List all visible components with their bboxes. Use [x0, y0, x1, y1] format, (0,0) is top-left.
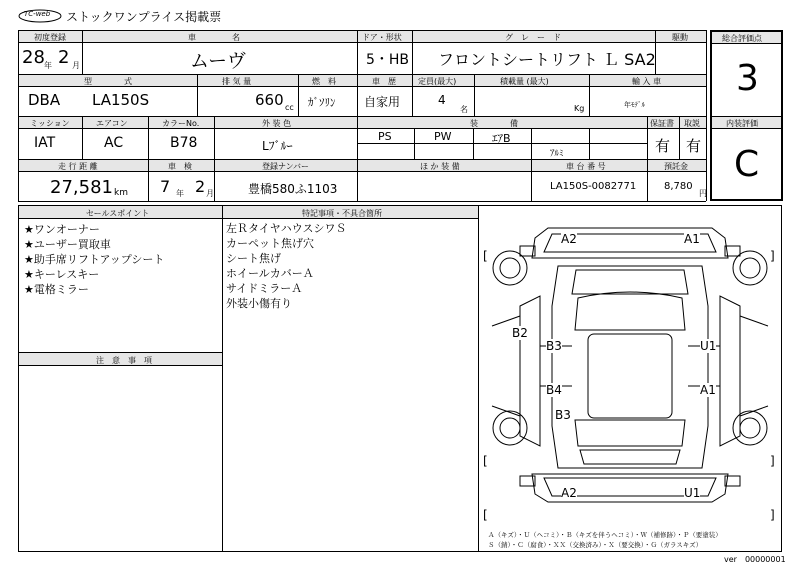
damage-mark: B3	[546, 339, 562, 353]
note-item: 左ＲタイヤハウスシワＳ	[226, 222, 347, 235]
label-other-equipment: ほ か 装 備	[420, 162, 460, 171]
label-car-name: 車 名	[188, 33, 243, 42]
version: ver 00000001	[724, 555, 786, 564]
label-model: 型 式	[84, 77, 132, 86]
label-exterior-color: 外 装 色	[262, 119, 292, 128]
inspection-year: 7	[160, 177, 171, 196]
sales-point-item: ★助手席リフトアップシート	[24, 253, 165, 266]
note-item: カーペット焦げ穴	[226, 237, 314, 250]
label-capacity: 定員(最大)	[418, 77, 457, 86]
first-reg-month: 2	[58, 47, 70, 68]
logo	[18, 8, 62, 22]
sales-point-item: ★キーレスキー	[24, 268, 100, 281]
manual: 有	[686, 137, 702, 155]
label-chassis: 車 台 番 号	[566, 162, 606, 171]
car-name: ムーヴ	[190, 50, 247, 72]
legend-line-2: Ｓ（錆）・Ｃ（腐食）・ＸＸ（交換済み）・Ｘ（要交換）・Ｇ（ガラスキズ）	[488, 541, 703, 549]
first-reg-year-unit: 年	[44, 61, 52, 70]
color-no: B78	[170, 135, 198, 151]
aircon: AC	[104, 135, 124, 151]
label-inspection: 車 検	[168, 162, 192, 171]
label-fuel: 燃 料	[312, 77, 336, 86]
capacity: 4	[438, 93, 446, 107]
overall-score: 3	[736, 58, 759, 99]
label-color-no: カラーNo.	[162, 119, 200, 128]
equip-1: PS	[378, 130, 392, 143]
deposit-unit: 円	[699, 189, 707, 198]
caution-label: 注 意 事 項	[96, 356, 152, 365]
sales-point-item: ★電格ミラー	[24, 283, 89, 296]
displacement: 660	[255, 91, 284, 109]
label-first-reg: 初度登録	[34, 33, 66, 42]
bracket: [	[483, 508, 488, 522]
model-prefix: DBA	[28, 91, 61, 109]
label-displacement: 排 気 量	[222, 77, 252, 86]
label-equipment: 装 備	[470, 119, 518, 128]
damage-mark: B4	[546, 383, 562, 397]
deposit: 8,780	[664, 181, 693, 192]
bracket: [	[483, 454, 488, 468]
vehicle-damage-diagram	[480, 206, 780, 526]
label-plate: 登録ナンバー	[262, 162, 310, 171]
damage-mark: B2	[512, 326, 528, 340]
page-title: ストックワンプライス掲載票	[66, 10, 222, 24]
equip-3: ｴｱB	[492, 132, 511, 145]
interior-score: C	[734, 144, 760, 185]
note-item: シート焦げ	[226, 252, 281, 265]
damage-mark: A1	[684, 232, 700, 246]
notes-label: 特記事項・不具合箇所	[302, 209, 382, 218]
grade: フロントシートリフト Ｌ SA2	[438, 50, 656, 69]
sales-points-label: セールスポイント	[86, 209, 150, 218]
label-grade: グ レ ー ド	[505, 33, 561, 42]
equip-9: ｱﾙﾐ	[550, 149, 564, 159]
sales-point-item: ★ワンオーナー	[24, 223, 100, 236]
bracket: ]	[770, 454, 775, 468]
label-import: 輸 入 車	[632, 77, 662, 86]
capacity-unit: 名	[460, 105, 468, 114]
load-unit: Kg	[574, 104, 585, 113]
mission: IAT	[34, 135, 56, 151]
first-reg-year: 28	[22, 47, 45, 68]
sales-point-item: ★ユーザー買取車	[24, 238, 111, 251]
logo-text: TC-web	[24, 10, 51, 18]
history: 自家用	[364, 95, 401, 109]
door-shape: 5・HB	[366, 52, 410, 68]
model: LA150S	[92, 91, 150, 109]
inspection-month: 2	[195, 177, 206, 196]
first-reg-month-unit: 月	[72, 61, 80, 70]
inspection-year-unit: 年	[176, 189, 184, 198]
note-item: 外装小傷有り	[226, 297, 292, 310]
label-deposit: 預託金	[664, 162, 688, 171]
note-item: ホイールカバーＡ	[226, 267, 314, 280]
label-door-shape: ドア・形状	[362, 33, 402, 42]
label-drive: 駆動	[672, 33, 688, 42]
displacement-unit: cc	[285, 103, 294, 112]
exterior-color: Lﾌﾞﾙｰ	[262, 139, 293, 153]
label-history: 車 歴	[372, 77, 396, 86]
label-mileage: 走 行 距 離	[58, 162, 98, 171]
mileage-unit: km	[114, 188, 128, 198]
overall-score-label: 総合評価点	[722, 34, 762, 43]
bracket: ]	[770, 249, 775, 263]
damage-mark: A2	[561, 486, 577, 500]
damage-mark: A2	[561, 232, 577, 246]
plate-number: 豊橋580ふ1103	[248, 182, 338, 196]
damage-mark: U1	[684, 486, 701, 500]
label-aircon: エアコン	[96, 119, 128, 128]
damage-mark: U1	[700, 339, 717, 353]
damage-mark: B3	[555, 408, 571, 422]
note-item: サイドミラーＡ	[226, 282, 303, 295]
damage-mark: A1	[700, 383, 716, 397]
import-unit: 年ﾓﾃﾞﾙ	[624, 101, 645, 109]
score-box	[710, 30, 783, 201]
mileage: 27,581	[50, 177, 113, 198]
label-manual: 取説	[684, 119, 700, 128]
chassis-number: LA150S-0082771	[550, 181, 637, 192]
warranty: 有	[655, 137, 671, 155]
label-warranty: 保証書	[650, 119, 674, 128]
inspection-month-unit: 月	[206, 189, 214, 198]
bracket: ]	[770, 508, 775, 522]
equip-2: PW	[434, 130, 452, 143]
fuel: ｶﾞｿﾘﾝ	[308, 96, 336, 109]
interior-score-label: 内装評価	[726, 119, 758, 128]
bracket: [	[483, 249, 488, 263]
label-mission: ミッション	[30, 119, 70, 128]
legend-line-1: Ａ（キズ）・Ｕ（ヘコミ）・Ｂ（キズを伴うヘコミ）・Ｗ（補修跡）・Ｐ（要塗装）	[488, 531, 722, 539]
label-load: 積載量 (最大)	[500, 77, 549, 86]
